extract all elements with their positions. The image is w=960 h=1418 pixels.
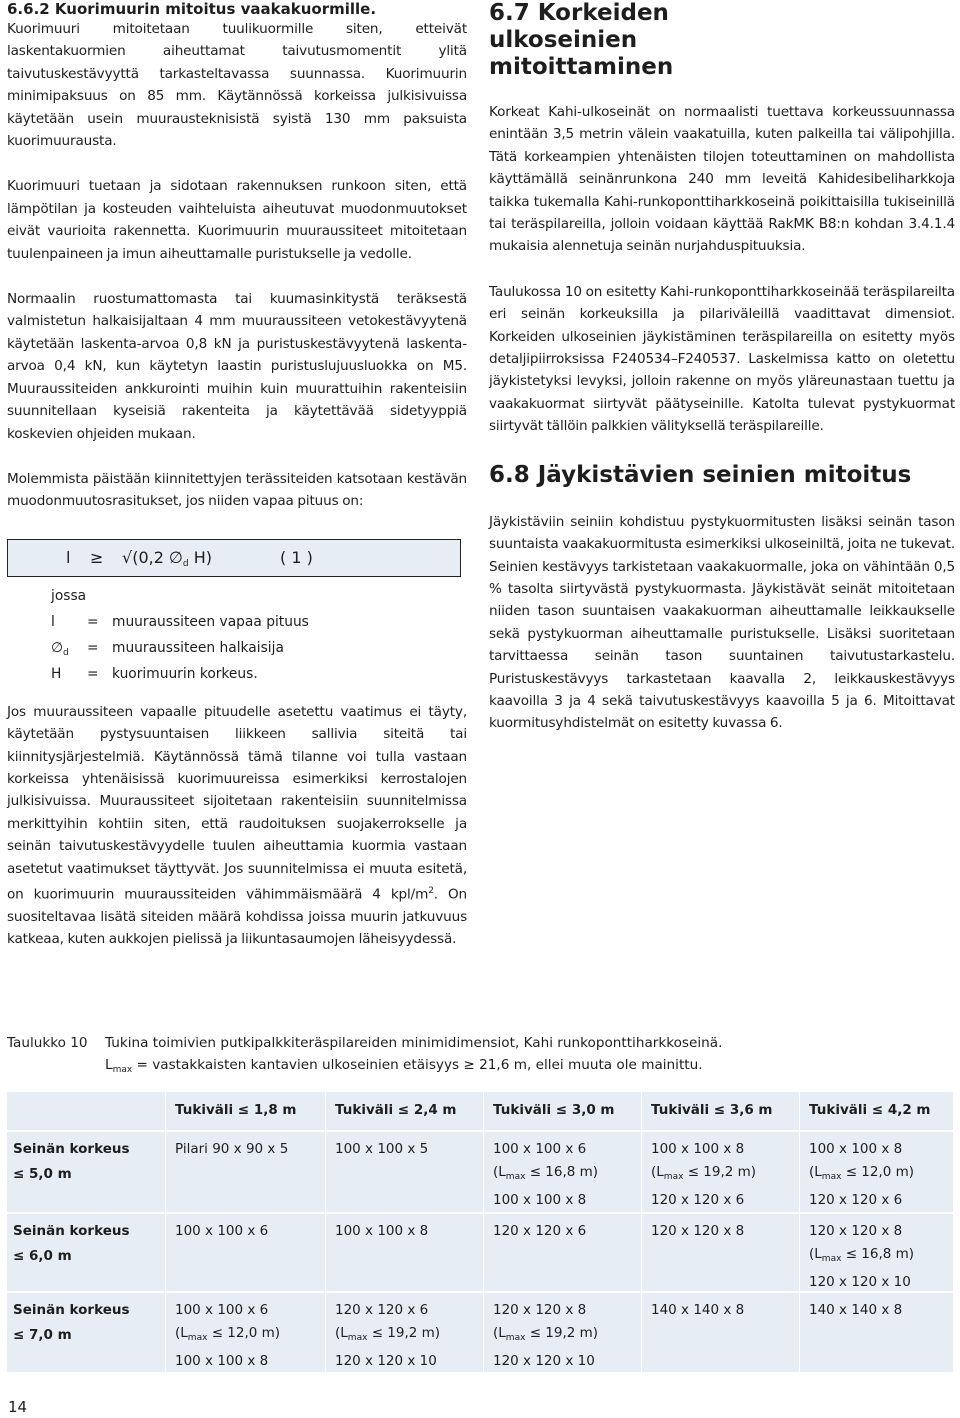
table-column-header: Tukiväli ≤ 3,0 m: [493, 1102, 615, 1118]
paragraph-vapaa-pituus: [7, 701, 467, 951]
text-line: aiheuttamat taivutusmomentit ylitä taivutuskestävyyttä tarkasteltavassa: [7, 43, 467, 82]
table-cell: [651, 1299, 744, 1322]
text-line: suunnassa. Kuorimuurin minimipaksuus on 85 mm.: [7, 65, 467, 105]
paragraph-text: Jos muuraussiteen vapaalle pituudelle asetettu vaatimus ei täyty, käytetään pystysuuntaisen liikkeen sallivia siteitä tai kiinnitysjärjestelmiä. Käytännössä tämä tilanne voi tulla vastaan korkeissa yhtenäisissä kuorimuureissa esimerkiksi kerrostalojen julkisivuissa. Muuraussiteet sijoitetaan rakenteisiin suunnitelmissa merkittyihin kohtiin siten, että raudoituksen suojakerrokselle ja seinän taivutuskestävyydelle tuulen aiheuttamia kuormia vastaan asetetut vaatimukset täyttyvät. Jos suunnitelmissa ei muuta esitetä, on kuorimuurin muuraussiteiden vähimmäismäärä 4 kpl/m: [7, 703, 467, 903]
paragraph-kuorimuuri-intro: [7, 18, 467, 152]
table-cell: [809, 1299, 902, 1322]
table-column-header: Tukiväli ≤ 3,6 m: [651, 1102, 773, 1118]
row-header-line: Seinän korkeus: [13, 1302, 130, 1318]
left-column: [7, 0, 467, 951]
table-cell: [335, 1138, 428, 1161]
cell-line: 100 x 100 x 6: [175, 1223, 269, 1239]
cell-text: ≤ 19,2 m): [367, 1325, 441, 1341]
cell-line: 100 x 100 x 6: [493, 1141, 587, 1157]
cell-subscript: max: [505, 1172, 526, 1182]
table-caption: [7, 1032, 947, 1081]
row-header-line: ≤ 7,0 m: [13, 1327, 72, 1343]
cell-line: Pilari 90 x 90 x 5: [175, 1141, 289, 1157]
cell-line: 100 x 100 x 8: [651, 1141, 745, 1157]
table-column-divider: [799, 1092, 800, 1372]
cell-subscript: max: [663, 1172, 684, 1182]
cell-text: ≤ 19,2 m): [683, 1164, 757, 1180]
cell-line: 100 x 100 x 8: [335, 1223, 429, 1239]
cell-text: ≤ 16,8 m): [525, 1164, 599, 1180]
cell-text: ≤ 19,2 m): [525, 1325, 599, 1341]
legend-symbol-sub: d: [63, 647, 69, 658]
cell-line: 120 x 120 x 8: [651, 1223, 745, 1239]
cell-line: [335, 1322, 440, 1350]
cell-line: 140 x 140 x 8: [651, 1302, 745, 1318]
superscript: 2: [428, 885, 434, 896]
cell-line: 140 x 140 x 8: [809, 1302, 903, 1318]
legend-description: muuraussiteen vapaa pituus: [112, 613, 309, 630]
legend-symbol: H: [51, 665, 62, 682]
cell-text: (L: [493, 1164, 506, 1180]
table-column-divider: [483, 1092, 484, 1372]
text-line: Käytännössä korkeissa julkisivuissa käytetään usein muurausteknisistä syistä 130 mm paksuista kuorimuurausta.: [7, 88, 468, 150]
right-column: [489, 0, 955, 735]
table-cell: [651, 1138, 756, 1212]
cell-line: [809, 1243, 914, 1271]
row-header-line: Seinän korkeus: [13, 1141, 130, 1157]
formula-rhs-sub: d: [182, 558, 189, 569]
lmax-subscript: max: [112, 1065, 133, 1075]
paragraph-terassiteet: Molemmista päistään kiinnitettyjen terässiteiden katsotaan kestävän muodonmuutosrasitukset, jos niiden vapaa pituus on:: [7, 470, 467, 510]
table-cell: [335, 1299, 440, 1373]
formula-box: [7, 539, 461, 577]
formula-rhs-pre: √(0,2 ∅: [122, 547, 183, 567]
table-cell: [493, 1138, 598, 1212]
cell-line: 100 x 100 x 5: [335, 1141, 429, 1157]
cell-line: [493, 1161, 598, 1189]
formula-legend: [7, 583, 467, 687]
row-header-line: ≤ 5,0 m: [13, 1166, 72, 1182]
table-row-header: [13, 1299, 130, 1347]
cell-subscript: max: [821, 1254, 842, 1264]
table-cell: [493, 1220, 586, 1243]
paragraph-text: . On suositeltavaa lisätä siteiden määrä kohdissa joissa muurin jatkuvuus katkeaa, kuten aukkojen pielissä ja liikuntasaumojen läheisyydessä.: [7, 886, 467, 948]
row-header-line: Seinän korkeus: [13, 1223, 130, 1239]
table-cell: [493, 1299, 598, 1373]
cell-line: [809, 1161, 914, 1189]
table-column-header: Tukiväli ≤ 1,8 m: [175, 1102, 297, 1118]
table-row-header: [13, 1138, 130, 1186]
cell-line: 100 x 100 x 8: [809, 1141, 903, 1157]
cell-text: (L: [651, 1164, 664, 1180]
table-column-divider: [325, 1092, 326, 1372]
formula-operator: ≥: [90, 547, 104, 567]
cell-line: 120 x 120 x 8: [809, 1223, 903, 1239]
row-header-line: ≤ 6,0 m: [13, 1248, 72, 1264]
cell-line: [493, 1322, 598, 1350]
table-cell: [175, 1299, 280, 1373]
cell-line: 120 x 120 x 6: [493, 1223, 587, 1239]
paragraph-korkeat-seinat: Korkeat Kahi-ulkoseinät on normaalisti tuettava korkeussuunnassa enintään 3,5 metrin välein vaakatuilla, kuten palkeilla tai välipohjilla. Tätä korkeampien yhtenäisten tilojen toteuttaminen on mahdollista käyttämällä seinänrunkona 240 mm leveitä Kahidesibeliharkkoja taikka tukemalla Kahi-runkoponttiharkkoseinä poikittaisilla tukiseinillä tai teräspilareilla, jolloin voidaan käyttää RakMK B8:n kohdan 3.4.1.4 mukaisia alennetuja seinän nurjahduspituuksia.: [489, 104, 955, 255]
formula-number: ( 1 ): [280, 547, 313, 567]
cell-line: [651, 1161, 756, 1189]
table-caption-line: [7, 1032, 947, 1054]
table-label: Taulukko 10: [7, 1035, 88, 1051]
table-column-divider: [641, 1092, 642, 1372]
table-row-header: [13, 1220, 130, 1268]
legend-label: jossa: [51, 587, 87, 604]
paragraph-muuraussiteet: Normaalin ruostumattomasta tai kuumasinkitystä teräksestä valmistetun halkaisijaltaan 4 mm muuraussiteen vetokestävyytenä käytetään laskenta-arvoa 0,8 kN ja puristuskestävyytenä laskenta-arvoa 0,4 kN, kun käytetyn laastin puristuslujuusluokka on M5. Muuraussiteiden ankkurointi muihin kuin muurattuihin rakenteisiin suunnitellaan kyseisiä rakenteita ja käytettävää sidetyyppiä koskevien ohjeiden mukaan.: [7, 291, 467, 442]
cell-text: (L: [809, 1164, 822, 1180]
cell-line: 100 x 100 x 8: [493, 1192, 587, 1208]
cell-text: (L: [175, 1325, 188, 1341]
text-line: Kuorimuuri mitoitetaan tuulikuormille siten, etteivät laskentakuormien: [7, 21, 467, 60]
cell-text: (L: [493, 1325, 506, 1341]
cell-text: (L: [809, 1246, 822, 1262]
section-heading-6-7: 6.7 Korkeiden ulkoseinien mitoittaminen: [489, 0, 674, 80]
cell-line: 100 x 100 x 6: [175, 1302, 269, 1318]
paragraph-taulukko-10: Taulukossa 10 on esitetty Kahi-runkoponttiharkkoseinää teräspilareilta eri seinän korkeuksilla ja pilariväleillä vaadittavat dimensiot. Korkeiden ulkoseinien jäykistäminen teräspilareilla on esitetty myös detaljipiirroksissa F240534–F240537. Laskelmissa katto on oletettu jäykistetyksi levyksi, jolloin rakenne on myös yläreunastaan tuettu ja vaakakuormat siirtyvät päätyseinille. Katolta tulevat pystykuormat siirtyvät tällöin palkkien välityksellä teräspilareille.: [489, 283, 955, 435]
lmax-text: = vastakkaisten kantavien ulkoseinien etäisyys ≥ 21,6 m, ellei muuta ole mainittu.: [132, 1057, 703, 1073]
cell-line: 120 x 120 x 6: [651, 1192, 745, 1208]
table-column-header: Tukiväli ≤ 4,2 m: [809, 1102, 931, 1118]
cell-line: 120 x 120 x 10: [335, 1353, 437, 1369]
table-cell: [335, 1220, 428, 1243]
cell-line: 120 x 120 x 10: [493, 1353, 595, 1369]
table-column-divider: [165, 1092, 166, 1372]
cell-line: 120 x 120 x 10: [809, 1274, 911, 1290]
formula-lhs: l: [66, 547, 71, 567]
cell-text: ≤ 12,0 m): [207, 1325, 281, 1341]
table-title: Tukina toimivien putkipalkkiteräspilareiden minimidimensiot, Kahi runkoponttiharkkoseinä.: [105, 1035, 723, 1051]
legend-symbol-main: ∅: [51, 639, 64, 656]
legend-equals: =: [87, 665, 99, 682]
section-heading-6-6-2: 6.6.2 Kuorimuurin mitoitus vaakakuormille.: [7, 0, 377, 18]
cell-text: (L: [335, 1325, 348, 1341]
table-column-header: Tukiväli ≤ 2,4 m: [335, 1102, 457, 1118]
formula-rhs: [122, 548, 212, 569]
lmax-definition: [7, 1054, 947, 1081]
cell-line: 100 x 100 x 8: [175, 1353, 269, 1369]
cell-subscript: max: [505, 1333, 526, 1343]
formula-rhs-post: H): [188, 547, 212, 567]
cell-subscript: max: [347, 1333, 368, 1343]
legend-description: muuraussiteen halkaisija: [112, 639, 284, 656]
legend-equals: =: [87, 639, 99, 656]
table-cell: [809, 1220, 914, 1294]
cell-subscript: max: [187, 1333, 208, 1343]
table-cell: [809, 1138, 914, 1212]
cell-subscript: max: [821, 1172, 842, 1182]
legend-equals: =: [87, 613, 99, 630]
paragraph-jaykistavat-seinat: Jäykistäviin seiniin kohdistuu pystykuormitusten lisäksi seinän tason suuntaista vaakakuormitusta esimerkiksi ulkoseiniltä, joita ne tukevat. Seinien kestävyys tarkistetaan vaakakuormalle, joka on vähintään 0,5 % tasolta siirtyvästä pystykuormasta. Jäykistävät seinät mitoitetaan niiden tason suuntaisen vaakakuorman aiheuttamalle leikkaukselle sekä pystykuorman aiheuttamalle puristukselle. Lisäksi suoritetaan tarvittaessa seinän tason suuntainen taivutustarkastelu. Puristuskestävyys tarkastetaan kaavalla 2, leikkauskestävyys kaavoilla 3 ja 4 sekä taivutuskestävyys kaavoilla 5 ja 6. Mitoittavat kuormitusyhdistelmät on esitetty kuvassa 6.: [489, 513, 955, 732]
cell-text: ≤ 16,8 m): [841, 1246, 915, 1262]
table-cell: [175, 1220, 268, 1243]
legend-description: kuorimuurin korkeus.: [112, 665, 258, 682]
paragraph-tuenta: Kuorimuuri tuetaan ja sidotaan rakennuksen runkoon siten, että lämpötilan ja kosteuden vaihteluista aiheutuvat muodonmuutokset eivät vaurioita rakennetta. Kuorimuurin muuraussiteet mitoitetaan tuulenpaineen ja imun aiheuttamalle puristukselle ja vedolle.: [7, 178, 467, 262]
legend-symbol: l: [51, 613, 55, 630]
cell-line: [175, 1322, 280, 1350]
cell-line: 120 x 120 x 8: [493, 1302, 587, 1318]
cell-line: 120 x 120 x 6: [809, 1192, 903, 1208]
table-cell: [175, 1138, 288, 1161]
cell-line: 120 x 120 x 6: [335, 1302, 429, 1318]
dimension-table: [7, 1092, 953, 1372]
cell-text: ≤ 12,0 m): [841, 1164, 915, 1180]
lmax-symbol: L: [105, 1057, 113, 1073]
table-cell: [651, 1220, 744, 1243]
page-number: 14: [8, 1398, 28, 1416]
section-heading-6-8: 6.8 Jäykistävien seinien mitoitus: [489, 461, 912, 488]
